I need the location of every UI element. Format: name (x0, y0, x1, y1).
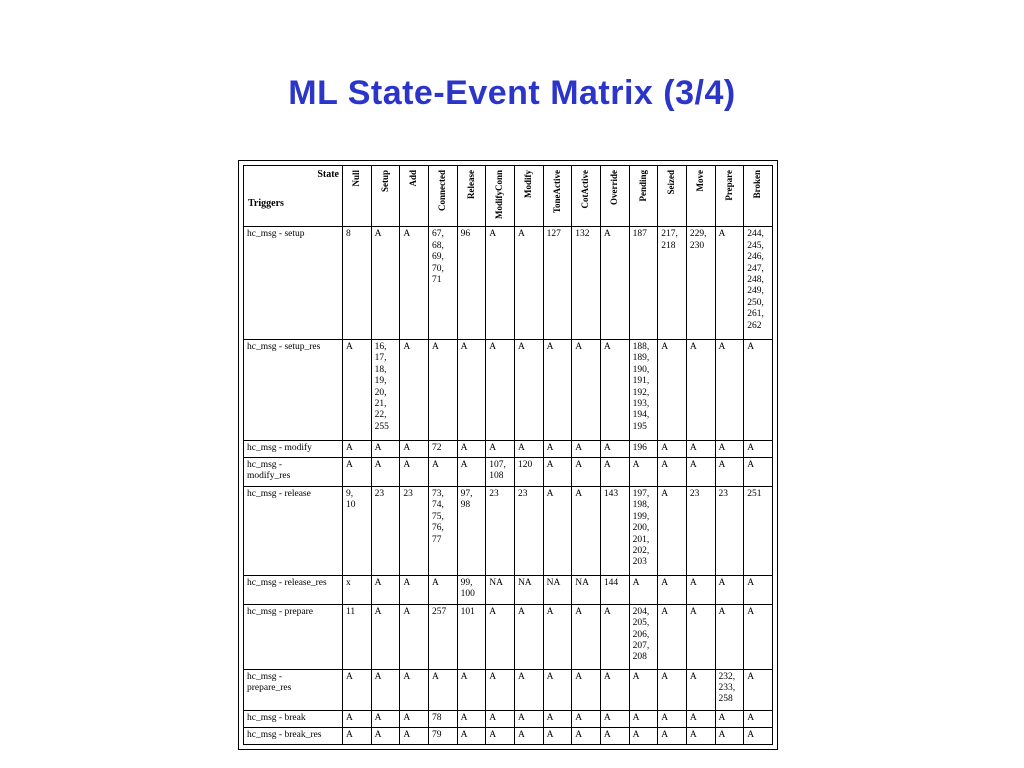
matrix-cell: A (400, 669, 429, 710)
trigger-cell: hc_msg - break_res (244, 727, 343, 744)
matrix-cell: A (686, 710, 715, 727)
matrix-cell: A (744, 604, 773, 669)
matrix-cell: A (686, 340, 715, 441)
matrix-cell: A (629, 710, 658, 727)
matrix-cell: 120 (514, 457, 543, 486)
matrix-cell: A (486, 710, 515, 727)
matrix-cell: A (400, 575, 429, 604)
matrix-cell: A (371, 227, 400, 340)
matrix-cell: A (514, 727, 543, 744)
table-row (244, 440, 773, 457)
matrix-cell: A (715, 440, 744, 457)
matrix-cell: 96 (457, 227, 486, 340)
trigger-cell: hc_msg - release (244, 486, 343, 575)
matrix-cell: A (600, 604, 629, 669)
matrix-cell: A (543, 604, 572, 669)
trigger-cell: hc_msg - release_res (244, 575, 343, 604)
matrix-cell: 16, 17, 18, 19, 20, 21, 22, 255 (371, 340, 400, 441)
table-row (244, 486, 773, 575)
state-header-label: Move (695, 170, 705, 192)
matrix-cell: 67, 68, 69, 70, 71 (428, 227, 457, 340)
table-row (244, 727, 773, 744)
matrix-cell: A (658, 669, 687, 710)
matrix-cell: A (514, 604, 543, 669)
matrix-cell: 23 (715, 486, 744, 575)
state-axis-label: State (317, 169, 339, 180)
matrix-body (244, 227, 773, 745)
state-header-release (457, 166, 486, 227)
state-header-cotactive (572, 166, 601, 227)
matrix-cell: A (400, 457, 429, 486)
matrix-cell: A (486, 727, 515, 744)
matrix-cell: A (543, 669, 572, 710)
matrix-cell: 197, 198, 199, 200, 201, 202, 203 (629, 486, 658, 575)
state-header-broken (744, 166, 773, 227)
matrix-cell: A (343, 669, 372, 710)
matrix-cell: A (400, 440, 429, 457)
table-row (244, 457, 773, 486)
matrix-cell: 99, 100 (457, 575, 486, 604)
matrix-cell: A (744, 669, 773, 710)
matrix-cell: A (371, 604, 400, 669)
matrix-cell: A (371, 457, 400, 486)
matrix-cell: A (428, 669, 457, 710)
matrix-cell: A (658, 575, 687, 604)
matrix-cell: A (744, 440, 773, 457)
state-header-label: Override (609, 170, 620, 205)
matrix-cell: A (543, 486, 572, 575)
matrix-cell: NA (543, 575, 572, 604)
matrix-cell: A (457, 710, 486, 727)
matrix-cell: A (686, 669, 715, 710)
table-row (244, 669, 773, 710)
matrix-cell: NA (514, 575, 543, 604)
matrix-cell: A (457, 340, 486, 441)
matrix-cell: A (543, 727, 572, 744)
matrix-cell: A (486, 340, 515, 441)
table-row (244, 340, 773, 441)
matrix-cell: A (744, 710, 773, 727)
matrix-cell: A (543, 457, 572, 486)
matrix-cell: 187 (629, 227, 658, 340)
matrix-cell: A (572, 440, 601, 457)
matrix-cell: 72 (428, 440, 457, 457)
matrix-cell: 8 (343, 227, 372, 340)
matrix-cell: 132 (572, 227, 601, 340)
state-header-setup (371, 166, 400, 227)
matrix-cell: 23 (400, 486, 429, 575)
matrix-cell: NA (572, 575, 601, 604)
matrix-cell: 204, 205, 206, 207, 208 (629, 604, 658, 669)
state-header-label: Setup (379, 170, 390, 193)
matrix-cell: A (514, 340, 543, 441)
matrix-cell: A (572, 710, 601, 727)
matrix-cell: A (486, 604, 515, 669)
corner-header (244, 166, 343, 227)
matrix-cell: A (371, 575, 400, 604)
matrix-cell: A (343, 727, 372, 744)
matrix-cell: 23 (371, 486, 400, 575)
state-header-label: Pending (637, 170, 648, 202)
matrix-cell: A (744, 457, 773, 486)
matrix-cell: A (658, 727, 687, 744)
matrix-cell: A (343, 710, 372, 727)
matrix-cell: A (343, 440, 372, 457)
matrix-cell: A (686, 575, 715, 604)
matrix-cell: A (658, 710, 687, 727)
matrix-cell: A (572, 669, 601, 710)
matrix-cell: A (428, 340, 457, 441)
matrix-cell: A (629, 575, 658, 604)
matrix-cell: A (543, 710, 572, 727)
state-header-modify (514, 166, 543, 227)
matrix-cell: 251 (744, 486, 773, 575)
matrix-cell: A (715, 727, 744, 744)
matrix-cell: 78 (428, 710, 457, 727)
matrix-cell: 188, 189, 190, 191, 192, 193, 194, 195 (629, 340, 658, 441)
matrix-cell: 23 (486, 486, 515, 575)
matrix-cell: A (744, 575, 773, 604)
table-row (244, 604, 773, 669)
matrix-frame (238, 160, 778, 750)
matrix-cell: 257 (428, 604, 457, 669)
trigger-cell: hc_msg - prepare (244, 604, 343, 669)
matrix-cell: A (715, 604, 744, 669)
matrix-cell: 229, 230 (686, 227, 715, 340)
state-header-label: Seized (666, 170, 677, 195)
matrix-cell: A (428, 457, 457, 486)
matrix-cell: A (371, 710, 400, 727)
matrix-cell: 9, 10 (343, 486, 372, 575)
slide-title: ML State-Event Matrix (3/4) (288, 74, 736, 112)
matrix-cell: 79 (428, 727, 457, 744)
state-header-label: Prepare (723, 170, 734, 201)
state-header-label: Add (408, 170, 419, 187)
state-header-override (600, 166, 629, 227)
matrix-cell: NA (486, 575, 515, 604)
matrix-cell: A (600, 457, 629, 486)
trigger-cell: hc_msg - setup_res (244, 340, 343, 441)
matrix-cell: 73, 74, 75, 76, 77 (428, 486, 457, 575)
state-header-move (686, 166, 715, 227)
state-header-modifyconn (486, 166, 515, 227)
table-row (244, 710, 773, 727)
matrix-cell: A (572, 457, 601, 486)
matrix-cell: A (572, 486, 601, 575)
matrix-cell: A (658, 457, 687, 486)
matrix-cell: A (686, 727, 715, 744)
matrix-cell: A (543, 340, 572, 441)
matrix-cell: A (600, 340, 629, 441)
matrix-cell: A (629, 457, 658, 486)
matrix-cell: 107, 108 (486, 457, 515, 486)
trigger-cell: hc_msg - setup (244, 227, 343, 340)
matrix-cell: 23 (514, 486, 543, 575)
matrix-cell: A (715, 227, 744, 340)
matrix-cell: A (715, 710, 744, 727)
state-header-label: Null (351, 170, 362, 187)
table-row (244, 227, 773, 340)
table-row (244, 575, 773, 604)
matrix-cell: A (744, 727, 773, 744)
matrix-cell: A (457, 440, 486, 457)
matrix-cell: A (686, 457, 715, 486)
matrix-cell: A (457, 669, 486, 710)
state-header-label: Modify (523, 170, 534, 198)
state-header-label: Broken (752, 170, 763, 199)
matrix-cell: A (400, 710, 429, 727)
matrix-cell: A (658, 604, 687, 669)
trigger-cell: hc_msg - prepare_res (244, 669, 343, 710)
header-row (244, 166, 773, 227)
matrix-cell: x (343, 575, 372, 604)
state-header-label: CotActive (580, 170, 591, 209)
matrix-cell: A (715, 575, 744, 604)
matrix-cell: A (486, 669, 515, 710)
matrix-cell: A (744, 340, 773, 441)
matrix-cell: 196 (629, 440, 658, 457)
matrix-cell: A (629, 669, 658, 710)
matrix-cell: A (371, 440, 400, 457)
matrix-cell: 217, 218 (658, 227, 687, 340)
state-header-label: ModifyConn (494, 170, 505, 220)
trigger-cell: hc_msg - modify (244, 440, 343, 457)
matrix-cell: A (400, 340, 429, 441)
matrix-cell: A (428, 575, 457, 604)
trigger-cell: hc_msg - modify_res (244, 457, 343, 486)
state-header-null (343, 166, 372, 227)
matrix-cell: A (514, 227, 543, 340)
matrix-cell: A (600, 727, 629, 744)
matrix-cell: A (629, 727, 658, 744)
matrix-cell: A (715, 457, 744, 486)
matrix-cell: A (514, 710, 543, 727)
matrix-cell: A (343, 340, 372, 441)
matrix-cell: A (715, 340, 744, 441)
matrix-cell: A (400, 604, 429, 669)
matrix-cell: A (600, 710, 629, 727)
matrix-cell: A (457, 727, 486, 744)
matrix-cell: A (486, 440, 515, 457)
matrix-cell: A (572, 340, 601, 441)
matrix-cell: 11 (343, 604, 372, 669)
trigger-cell: hc_msg - break (244, 710, 343, 727)
state-header-label: Connected (437, 170, 448, 211)
state-header-label: Release (465, 170, 476, 199)
matrix-cell: A (600, 669, 629, 710)
state-header-connected (428, 166, 457, 227)
state-event-matrix (243, 165, 773, 745)
triggers-axis-label: Triggers (248, 198, 284, 209)
matrix-cell: A (686, 440, 715, 457)
matrix-cell: A (371, 669, 400, 710)
matrix-cell: A (686, 604, 715, 669)
matrix-cell: 97, 98 (457, 486, 486, 575)
matrix-cell: A (658, 440, 687, 457)
matrix-cell: A (572, 727, 601, 744)
state-header-seized (658, 166, 687, 227)
matrix-cell: A (400, 727, 429, 744)
state-header-toneactive (543, 166, 572, 227)
matrix-cell: A (658, 486, 687, 575)
state-header-pending (629, 166, 658, 227)
state-header-prepare (715, 166, 744, 227)
matrix-cell: A (572, 604, 601, 669)
state-header-add (400, 166, 429, 227)
matrix-cell: A (600, 227, 629, 340)
matrix-cell: 127 (543, 227, 572, 340)
matrix-cell: A (658, 340, 687, 441)
matrix-cell: 232, 233, 258 (715, 669, 744, 710)
matrix-cell: 143 (600, 486, 629, 575)
matrix-cell: A (400, 227, 429, 340)
matrix-cell: 101 (457, 604, 486, 669)
matrix-cell: A (514, 440, 543, 457)
matrix-cell: A (457, 457, 486, 486)
matrix-cell: A (486, 227, 515, 340)
matrix-cell: A (543, 440, 572, 457)
matrix-cell: A (514, 669, 543, 710)
matrix-cell: 23 (686, 486, 715, 575)
matrix-cell: 144 (600, 575, 629, 604)
matrix-cell: A (371, 727, 400, 744)
matrix-cell: 244, 245, 246, 247, 248, 249, 250, 261, 262 (744, 227, 773, 340)
matrix-cell: A (600, 440, 629, 457)
matrix-cell: A (343, 457, 372, 486)
state-header-label: ToneActive (551, 170, 562, 214)
